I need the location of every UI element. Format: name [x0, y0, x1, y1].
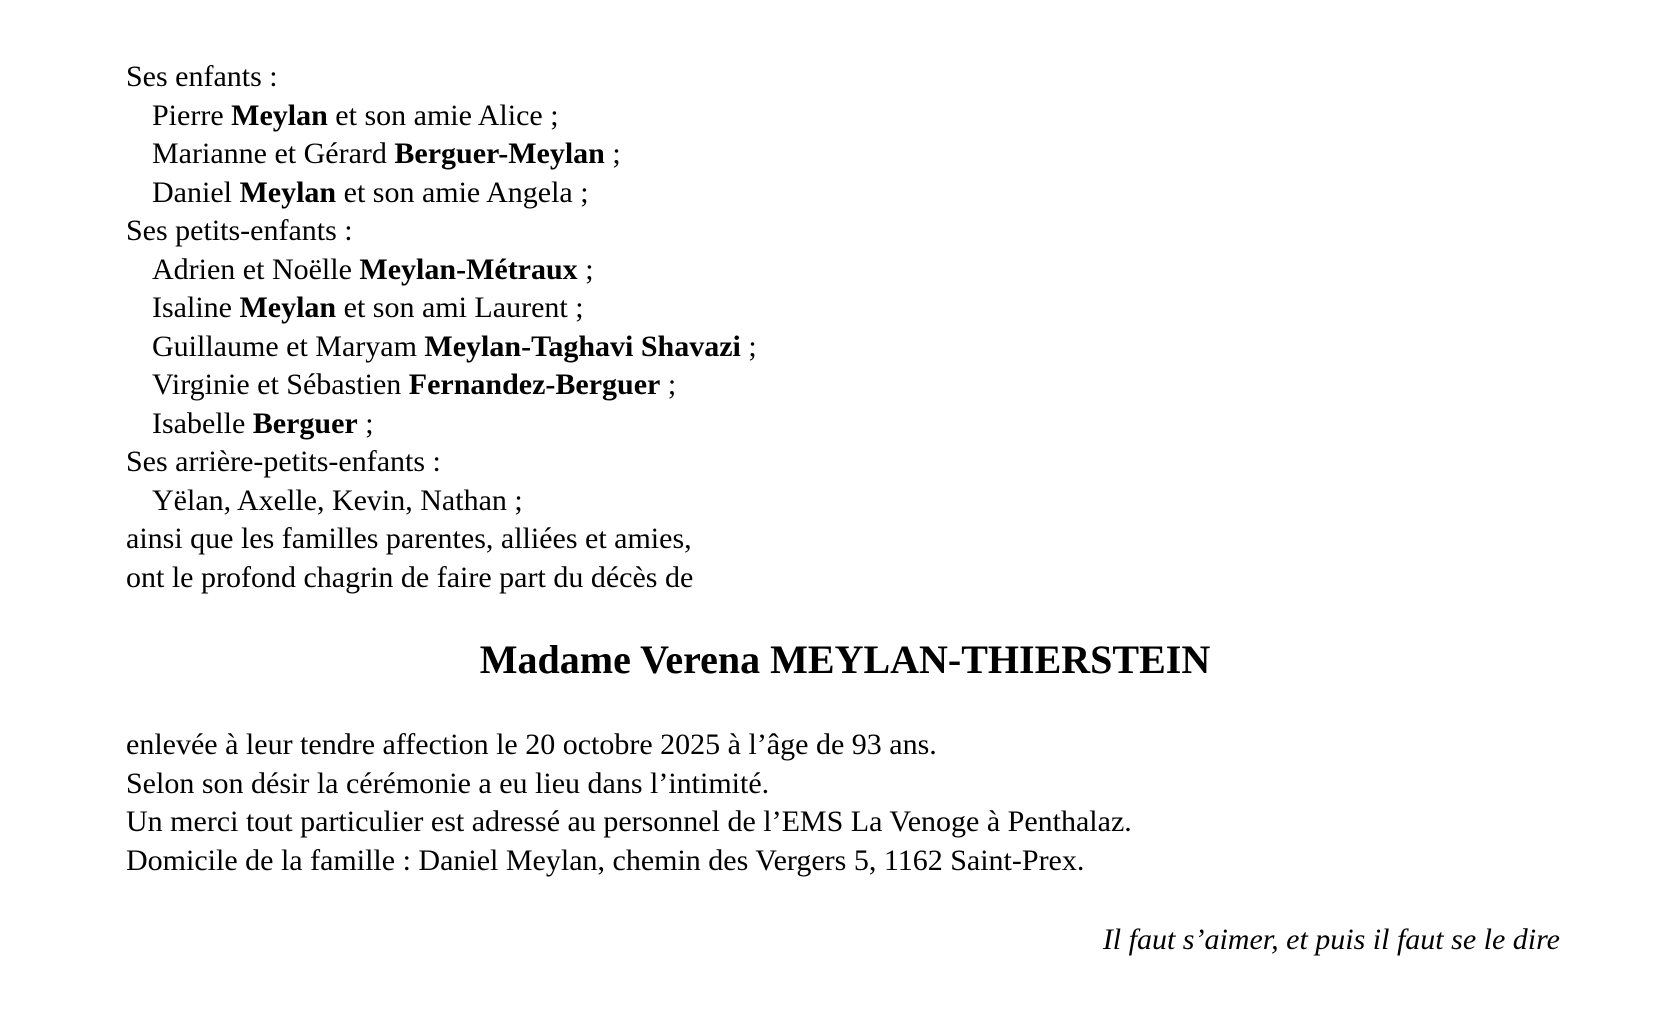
- great-grandchildren-heading: Ses arrière-petits-enfants :: [126, 445, 441, 478]
- entry-surname: Berguer-Meylan: [394, 137, 605, 170]
- deceased-name: Madame Verena MEYLAN-THIERSTEIN: [479, 637, 1211, 682]
- entry-text: ;: [740, 329, 757, 363]
- entry-text: et son ami Laurent ;: [336, 291, 584, 324]
- grandchild-entry: [126, 366, 1576, 405]
- entry-surname: Meylan-Métraux: [359, 252, 578, 286]
- entry-surname: Berguer: [252, 406, 358, 440]
- entry-text: Isaline: [152, 291, 240, 324]
- grandchild-entry: [126, 328, 1576, 367]
- entry-surname: Meylan-Taghavi Shavazi: [424, 329, 741, 363]
- grandchildren-heading: Ses petits-enfants :: [126, 214, 353, 247]
- grandchild-entry: [126, 405, 1576, 444]
- entry-text: Adrien et Noëlle: [152, 252, 360, 286]
- family-list: [126, 58, 1576, 597]
- details-date-line: enlevée à leur tendre affection le 20 octobre 2025 à l’âge de 93 ans.: [126, 728, 937, 761]
- child-entry: [126, 174, 1576, 213]
- entry-text: Guillaume et Maryam: [152, 329, 425, 363]
- entry-text: ;: [604, 137, 621, 170]
- entry-text: et son amie Angela ;: [336, 175, 589, 209]
- child-entry: [126, 97, 1576, 136]
- entry-surname: Meylan: [231, 98, 328, 132]
- entry-text: ;: [357, 406, 374, 440]
- entry-surname: Meylan: [239, 291, 337, 324]
- child-entry: [126, 135, 1576, 174]
- grandchild-entry: [126, 251, 1576, 290]
- details-thanks-line: Un merci tout particulier est adressé au personnel de l’EMS La Venoge à Penthalaz.: [126, 805, 1132, 838]
- great-grandchildren-entry: Yëlan, Axelle, Kevin, Nathan ;: [152, 483, 523, 517]
- details-address-line: Domicile de la famille : Daniel Meylan, chemin des Vergers 5, 1162 Saint-Prex.: [126, 843, 1085, 877]
- entry-text: Marianne et Gérard: [152, 137, 395, 170]
- entry-text: ;: [660, 368, 677, 401]
- children-heading: Ses enfants :: [126, 60, 278, 93]
- entry-text: et son amie Alice ;: [327, 98, 559, 132]
- entry-surname: Meylan: [239, 175, 337, 209]
- entry-text: Virginie et Sébastien: [152, 368, 409, 401]
- entry-surname: Fernandez-Berguer: [408, 368, 661, 401]
- details-ceremony-line: Selon son désir la cérémonie a eu lieu dans l’intimité.: [126, 766, 770, 800]
- entry-text: Daniel: [152, 175, 240, 209]
- entry-text: Pierre: [152, 98, 232, 132]
- entry-text: Isabelle: [152, 406, 253, 440]
- entry-text: ;: [577, 252, 594, 286]
- grandchild-entry: [126, 289, 1576, 328]
- details-block: [126, 726, 1576, 880]
- closing-line: ainsi que les familles parentes, alliées et amies,: [126, 522, 692, 555]
- closing-quote: Il faut s’aimer, et puis il faut se le dire: [1102, 923, 1560, 956]
- announcement-line: ont le profond chagrin de faire part du décès de: [126, 560, 694, 594]
